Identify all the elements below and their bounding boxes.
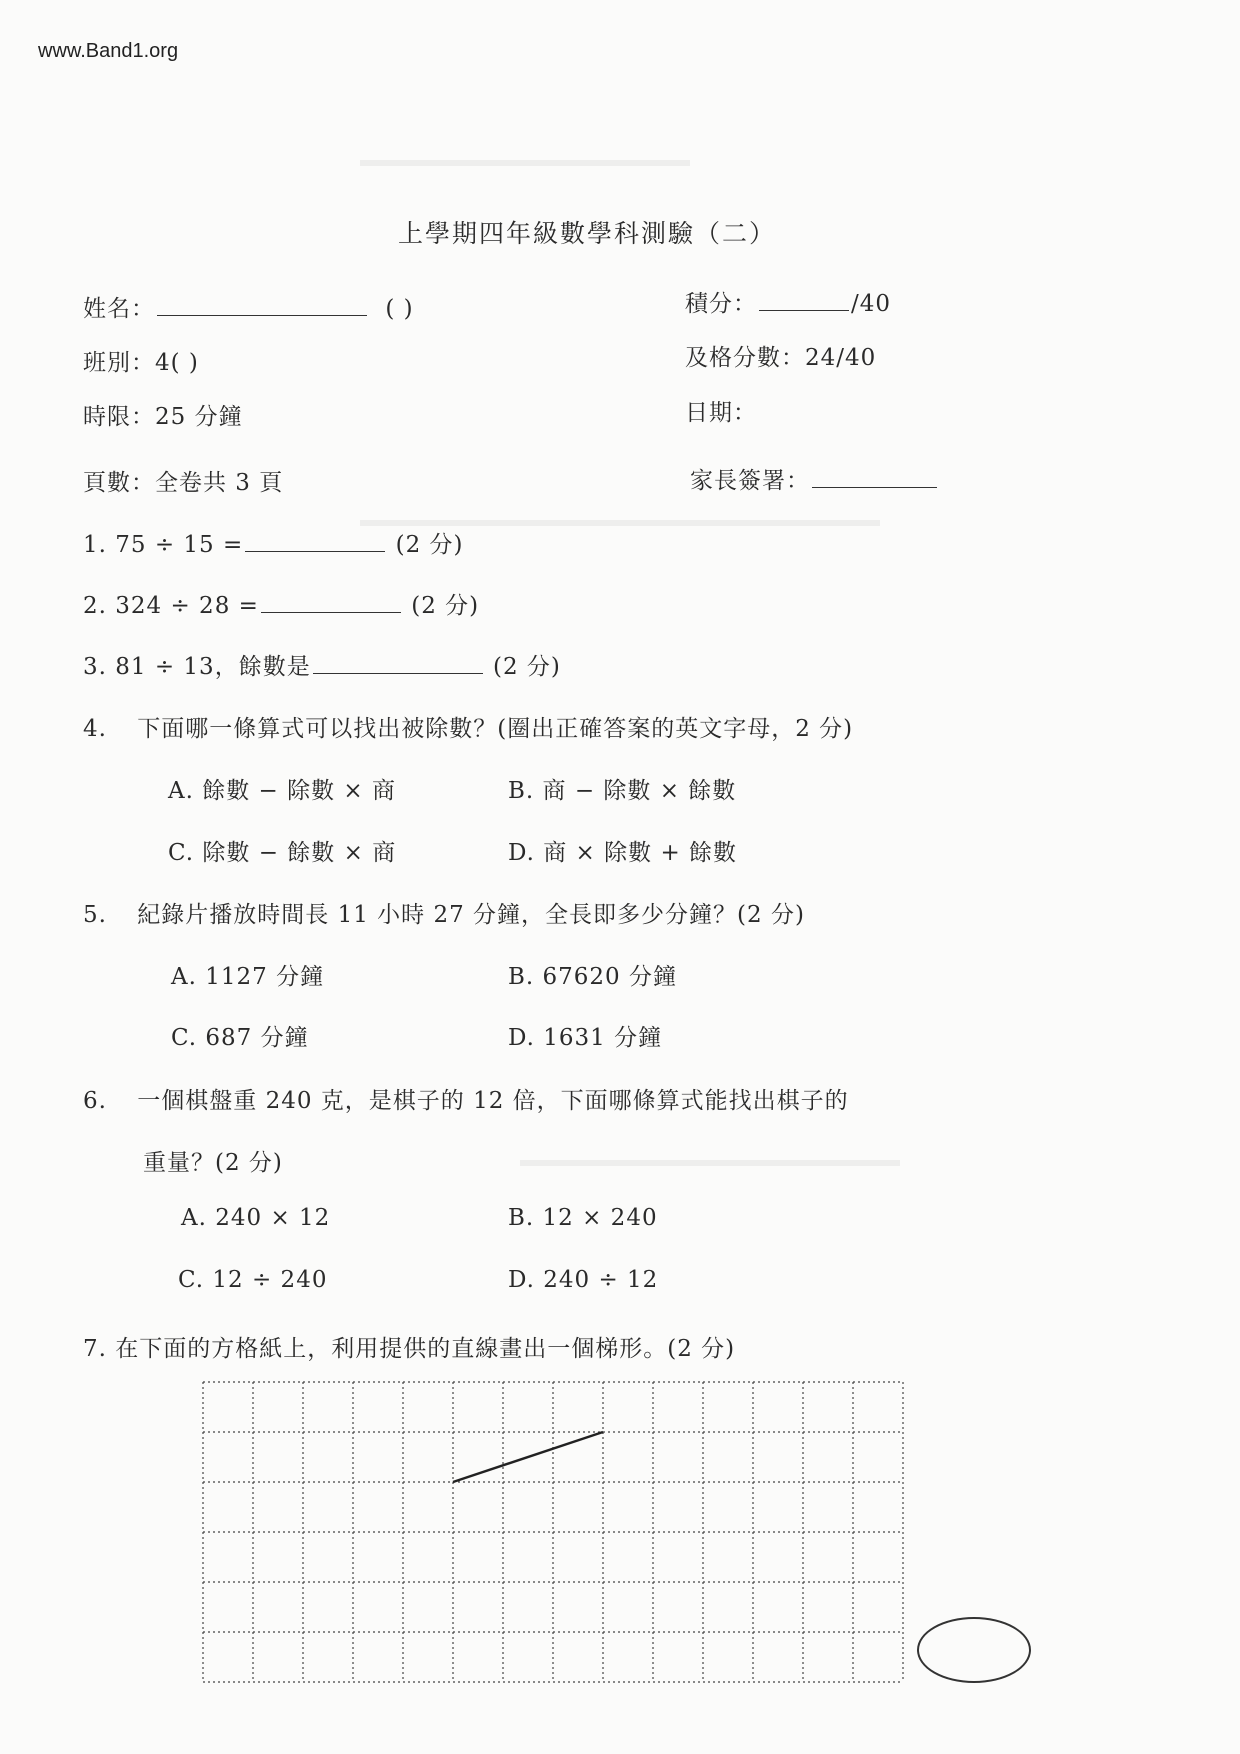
q7-number: 7.: [83, 1336, 107, 1362]
q1-answer-blank[interactable]: [245, 550, 385, 552]
q6-number: 6.: [83, 1088, 107, 1114]
q2-marks: (2 分): [411, 593, 480, 619]
time-row: [83, 398, 243, 431]
q1-marks: (2 分): [395, 532, 464, 558]
scan-artifact: [520, 1160, 900, 1166]
q2-text: 324 ÷ 28 =: [115, 593, 259, 619]
marks-oval: [917, 1617, 1031, 1683]
pass-label: 及格分數：: [685, 345, 805, 371]
q5-option-a[interactable]: A. 1127 分鐘: [171, 964, 325, 990]
score-blank[interactable]: [759, 309, 849, 311]
q3-answer-blank[interactable]: [313, 672, 483, 674]
scan-artifact: [360, 160, 690, 166]
parent-signature-blank[interactable]: [812, 486, 937, 488]
score-total: /40: [851, 291, 892, 317]
question-2: [83, 587, 479, 620]
date-label: 日期：: [685, 400, 757, 426]
page-title: 上學期四年級數學科測驗（二）: [398, 219, 777, 248]
q5-text: 紀錄片播放時間長 11 小時 27 分鐘，全長即多少分鐘？(2 分): [137, 902, 805, 928]
time-value: 25 分鐘: [155, 404, 243, 430]
name-number-paren: ( ): [385, 296, 414, 322]
pages-row: [83, 464, 283, 497]
q5-number: 5.: [83, 902, 107, 928]
pages-label: 頁數：: [83, 470, 155, 496]
class-label: 班別：: [83, 350, 155, 376]
q6-option-d[interactable]: D. 240 ÷ 12: [508, 1267, 659, 1293]
time-label: 時限：: [83, 404, 155, 430]
parent-signature-label: 家長簽署：: [690, 468, 810, 494]
name-blank[interactable]: [157, 314, 367, 316]
q1-number: 1.: [83, 532, 107, 558]
question-3: [83, 648, 561, 681]
q4-option-b[interactable]: B. 商 − 除數 × 餘數: [508, 778, 737, 804]
q2-number: 2.: [83, 593, 107, 619]
name-label: 姓名：: [83, 296, 155, 322]
q5-option-d[interactable]: D. 1631 分鐘: [508, 1025, 663, 1051]
q2-answer-blank[interactable]: [261, 611, 401, 613]
pass-value: 24/40: [805, 345, 877, 371]
q3-number: 3.: [83, 654, 107, 680]
q4-option-c[interactable]: C. 除數 − 餘數 × 商: [168, 840, 397, 866]
class-row: [83, 344, 199, 377]
pass-row: [685, 339, 876, 372]
q3-text: 81 ÷ 13，餘數是: [115, 654, 311, 680]
question-1: [83, 526, 463, 559]
q4-option-d[interactable]: D. 商 × 除數 + 餘數: [508, 840, 738, 866]
parent-signature-row: [690, 462, 939, 495]
q3-marks: (2 分): [493, 654, 561, 680]
class-value: 4( ): [155, 350, 199, 376]
site-url: www.Band1.org: [38, 40, 179, 62]
q1-text: 75 ÷ 15 =: [115, 532, 244, 558]
pages-value: 全卷共 3 頁: [155, 470, 284, 496]
q4-number: 4.: [83, 716, 107, 742]
q6-text-line2: 重量？(2 分): [143, 1150, 283, 1176]
q7-text: 在下面的方格紙上，利用提供的直線畫出一個梯形。(2 分): [115, 1336, 736, 1362]
q4-text: 下面哪一條算式可以找出被除數？(圈出正確答案的英文字母，2 分): [137, 716, 854, 742]
date-row: [685, 394, 757, 427]
given-line-segment: [453, 1432, 603, 1482]
q5-option-c[interactable]: C. 687 分鐘: [171, 1025, 309, 1051]
score-label: 積分：: [685, 291, 757, 317]
name-row: [83, 290, 414, 323]
question-7: [83, 1330, 735, 1363]
q5-option-b[interactable]: B. 67620 分鐘: [508, 964, 678, 990]
question-6: [83, 1082, 849, 1115]
score-row: [685, 285, 891, 318]
q6-option-a[interactable]: A. 240 × 12: [181, 1205, 331, 1231]
graph-paper[interactable]: [202, 1381, 914, 1687]
graph-paper-grid[interactable]: [202, 1381, 914, 1683]
q4-option-a[interactable]: A. 餘數 − 除數 × 商: [168, 778, 397, 804]
q6-option-b[interactable]: B. 12 × 240: [508, 1205, 658, 1231]
question-4: [83, 710, 853, 743]
question-5: [83, 896, 805, 929]
q6-text-line1: 一個棋盤重 240 克，是棋子的 12 倍，下面哪條算式能找出棋子的: [137, 1088, 849, 1114]
q6-option-c[interactable]: C. 12 ÷ 240: [178, 1267, 328, 1293]
